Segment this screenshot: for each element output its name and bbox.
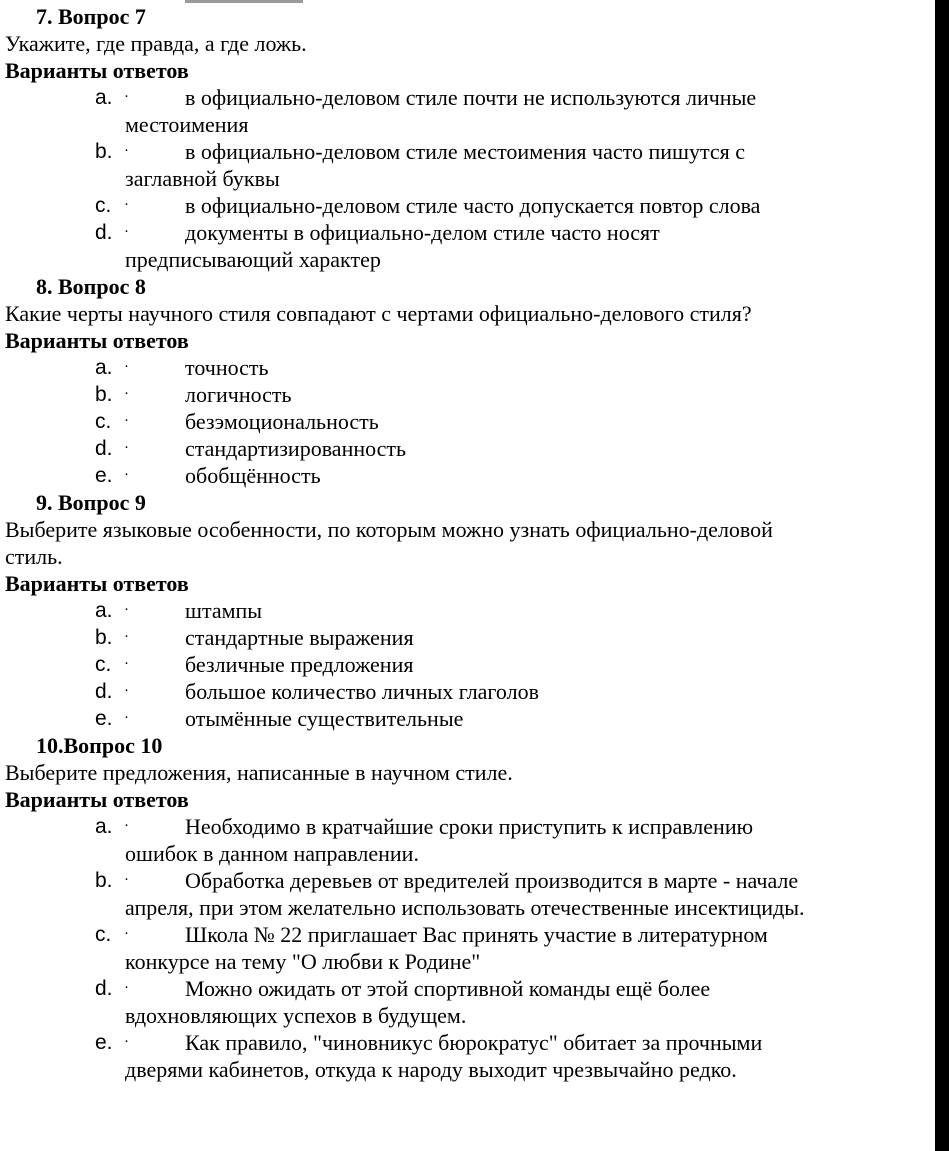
question-7-variants-label: Варианты ответов bbox=[5, 58, 189, 83]
question-9-text-continuation: стиль. bbox=[5, 544, 63, 569]
option-letter: d. bbox=[95, 977, 113, 1000]
q10-option-b-continuation: апреля, при этом желательно использовать отечественные инсектициды. bbox=[125, 895, 805, 920]
option-text: большое количество личных глаголов bbox=[185, 679, 539, 704]
q10-option-a bbox=[0, 813, 935, 840]
bullet-icon: · bbox=[124, 467, 129, 483]
option-letter: c. bbox=[95, 923, 112, 946]
q9-option-e bbox=[0, 705, 935, 732]
option-letter: d. bbox=[95, 437, 113, 460]
option-text: Школа № 22 приглашает Вас принять участие в литературном bbox=[185, 922, 768, 947]
question-10-text: Выберите предложения, написанные в научном стиле. bbox=[5, 760, 513, 785]
option-letter: d. bbox=[95, 221, 113, 244]
option-letter: a. bbox=[95, 599, 113, 622]
option-letter: b. bbox=[95, 869, 113, 892]
option-text: штампы bbox=[185, 598, 263, 623]
bullet-icon: · bbox=[124, 629, 129, 645]
option-letter: b. bbox=[95, 383, 113, 406]
question-9-variants-label: Варианты ответов bbox=[5, 571, 189, 596]
option-text: стандартизированность bbox=[185, 436, 407, 461]
q9-option-b bbox=[0, 624, 935, 651]
q10-option-e bbox=[0, 1029, 935, 1056]
question-10-heading: 10.Вопрос 10 bbox=[36, 733, 163, 758]
question-8-variants-label: Варианты ответов bbox=[5, 328, 189, 353]
option-letter: a. bbox=[95, 815, 113, 838]
option-text: в официально-деловом стиле почти не используются личные bbox=[185, 85, 757, 110]
q10-option-d-continuation: вдохновляющих успехов в будущем. bbox=[125, 1003, 467, 1028]
option-text: Как правило, "чиновникус бюрократус" обитает за прочными bbox=[185, 1030, 763, 1055]
option-letter: c. bbox=[95, 653, 112, 676]
right-edge-dark-bar bbox=[935, 0, 949, 1151]
option-text: документы в официально-делом стиле часто носят bbox=[185, 220, 660, 245]
q7-option-b-continuation: заглавной буквы bbox=[125, 166, 280, 191]
option-text: Можно ожидать от этой спортивной команды ещё более bbox=[185, 976, 711, 1001]
question-7-heading: 7. Вопрос 7 bbox=[36, 4, 146, 29]
option-letter: b. bbox=[95, 140, 113, 163]
bullet-icon: · bbox=[124, 683, 129, 699]
bullet-icon: · bbox=[124, 224, 129, 240]
q10-option-b bbox=[0, 867, 935, 894]
q10-option-a-continuation: ошибок в данном направлении. bbox=[125, 841, 419, 866]
question-8-text: Какие черты научного стиля совпадают с чертами официально-делового стиля? bbox=[5, 301, 752, 326]
question-9-text: Выберите языковые особенности, по которым можно узнать официально-деловой bbox=[5, 517, 773, 542]
option-text: безэмоциональность bbox=[185, 409, 379, 434]
q9-option-d bbox=[0, 678, 935, 705]
q7-option-c bbox=[0, 192, 935, 219]
q7-option-a bbox=[0, 84, 935, 111]
q8-option-e bbox=[0, 462, 935, 489]
bullet-icon: · bbox=[124, 980, 129, 996]
bullet-icon: · bbox=[124, 656, 129, 672]
option-text: Обработка деревьев от вредителей производится в марте - начале bbox=[185, 868, 799, 893]
option-letter: c. bbox=[95, 410, 112, 433]
bullet-icon: · bbox=[124, 359, 129, 375]
q7-option-b bbox=[0, 138, 935, 165]
bullet-icon: · bbox=[124, 1034, 129, 1050]
option-letter: a. bbox=[95, 356, 113, 379]
option-text: точность bbox=[185, 355, 269, 380]
q10-option-c bbox=[0, 921, 935, 948]
option-text: в официально-деловом стиле местоимения часто пишутся с bbox=[185, 139, 745, 164]
question-7-text: Укажите, где правда, а где ложь. bbox=[5, 31, 307, 56]
q7-option-d bbox=[0, 219, 935, 246]
bullet-icon: · bbox=[124, 440, 129, 456]
q10-option-d bbox=[0, 975, 935, 1002]
q8-option-d bbox=[0, 435, 935, 462]
option-letter: d. bbox=[95, 680, 113, 703]
q9-option-c bbox=[0, 651, 935, 678]
question-10-variants-label: Варианты ответов bbox=[5, 787, 189, 812]
option-text: Необходимо в кратчайшие сроки приступить к исправлению bbox=[185, 814, 754, 839]
q8-option-b bbox=[0, 381, 935, 408]
option-letter: a. bbox=[95, 86, 113, 109]
question-8-heading: 8. Вопрос 8 bbox=[36, 274, 146, 299]
option-text: стандартные выражения bbox=[185, 625, 414, 650]
option-letter: e. bbox=[95, 464, 113, 487]
bullet-icon: · bbox=[124, 926, 129, 942]
bullet-icon: · bbox=[124, 413, 129, 429]
option-letter: b. bbox=[95, 626, 113, 649]
question-9-heading: 9. Вопрос 9 bbox=[36, 490, 146, 515]
bullet-icon: · bbox=[124, 143, 129, 159]
option-text: логичность bbox=[185, 382, 292, 407]
option-letter: e. bbox=[95, 707, 113, 730]
bullet-icon: · bbox=[124, 386, 129, 402]
option-letter: e. bbox=[95, 1031, 113, 1054]
q10-option-c-continuation: конкурсе на тему "О любви к Родине" bbox=[125, 949, 481, 974]
bullet-icon: · bbox=[124, 818, 129, 834]
option-letter: c. bbox=[95, 194, 112, 217]
q9-option-a bbox=[0, 597, 935, 624]
bullet-icon: · bbox=[124, 89, 129, 105]
bullet-icon: · bbox=[124, 710, 129, 726]
option-text: обобщённость bbox=[185, 463, 321, 488]
q7-option-d-continuation: предписывающий характер bbox=[125, 247, 381, 272]
option-text: отымённые существительные bbox=[185, 706, 464, 731]
q7-option-a-continuation: местоимения bbox=[125, 112, 249, 137]
cropped-top-text-fragment bbox=[185, 0, 303, 3]
q8-option-a bbox=[0, 354, 935, 381]
bullet-icon: · bbox=[124, 872, 129, 888]
q10-option-e-continuation: дверями кабинетов, откуда к народу выходит чрезвычайно редко. bbox=[125, 1057, 737, 1082]
option-text: в официально-деловом стиле часто допускается повтор слова bbox=[185, 193, 761, 218]
bullet-icon: · bbox=[124, 602, 129, 618]
bullet-icon: · bbox=[124, 197, 129, 213]
option-text: безличные предложения bbox=[185, 652, 414, 677]
q8-option-c bbox=[0, 408, 935, 435]
